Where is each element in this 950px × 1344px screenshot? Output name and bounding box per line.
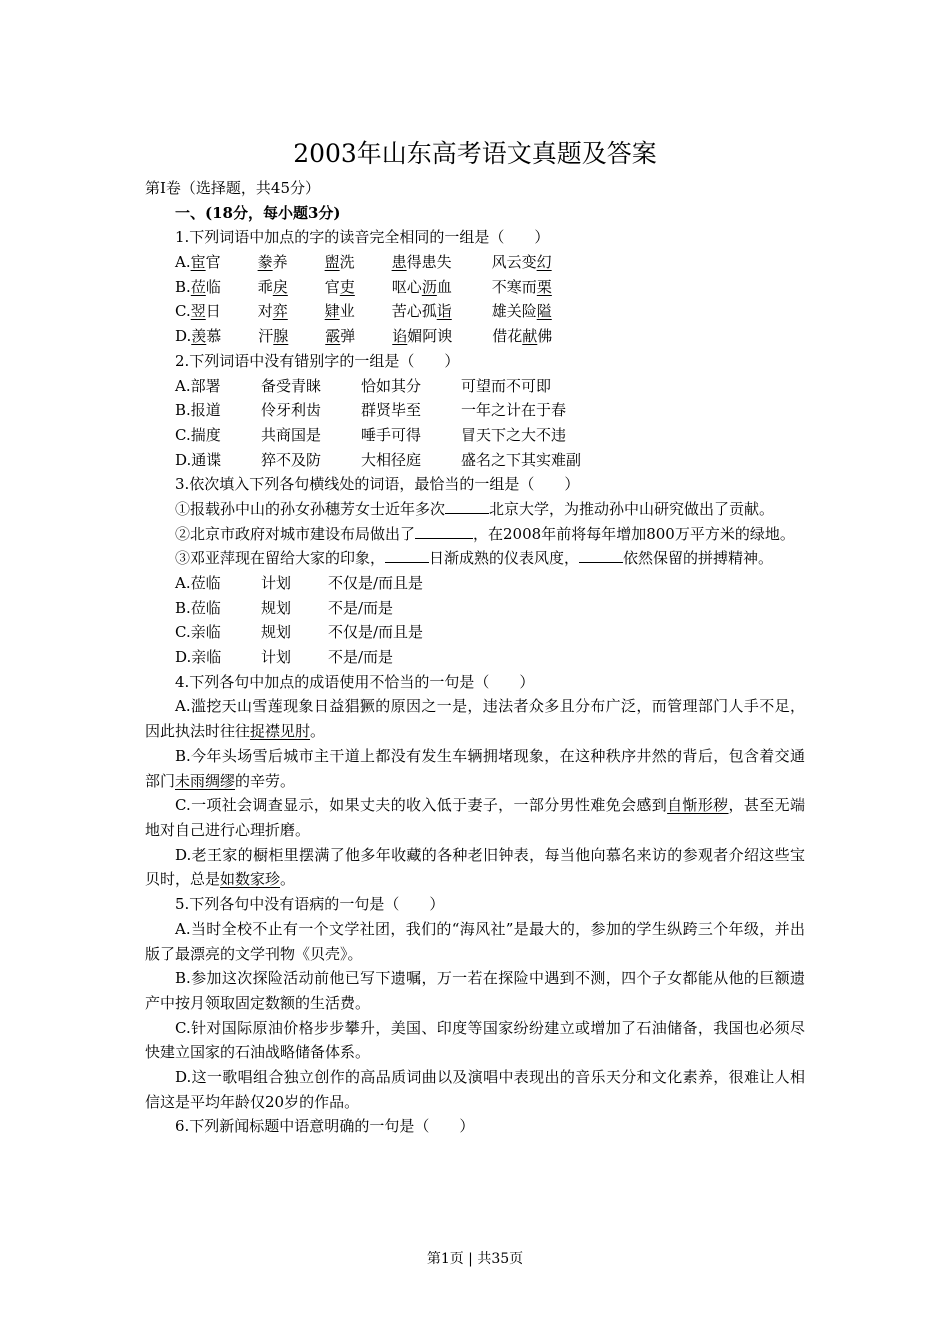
- q3-word: 不是/而是: [328, 648, 394, 667]
- q1-word: 不寒而栗: [491, 277, 552, 296]
- q1-word: 乖戾: [257, 277, 288, 296]
- q1-word: 官吏: [324, 277, 355, 296]
- q2-word: 可望而不可即: [461, 376, 552, 395]
- q2-word: 猝不及防: [261, 450, 322, 469]
- q1-option-row: [145, 250, 805, 275]
- q4-option-c: C.一项社会调查显示，如果丈夫的收入低于妻子，一部分男性难免会感到自惭形秽，甚至无端地对自己进行心理折磨。: [145, 796, 805, 839]
- q4-idiom-d: 如数家珍: [220, 870, 281, 889]
- q4-option-b: B.今年头场雪后城市主干道上都没有发生车辆拥堵现象，在这种秩序井然的背后，包含着交通部门未雨绸缪的辛劳。: [145, 746, 805, 790]
- q2-word: 群贤毕至: [361, 401, 422, 420]
- q3-stem: 3.依次填入下列各句横线处的词语，最恰当的一组是（ ）: [175, 475, 580, 494]
- q4-idiom-c: 自惭形秽: [667, 796, 729, 815]
- q3-word: A.莅临: [175, 574, 221, 593]
- q3-word: 计划: [261, 648, 292, 667]
- q5-option-c: C.针对国际原油价格步步攀升，美国、印度等国家纷纷建立或增加了石油储备，我国也必须尽快建立国家的石油战略储备体系。: [145, 1018, 805, 1062]
- q1-option-row: [145, 275, 805, 300]
- q3-word: 规划: [261, 598, 292, 617]
- q3-word: 不仅是/而且是: [328, 574, 424, 593]
- q2-word: 唾手可得: [361, 425, 422, 444]
- q1-word: 莅临: [190, 277, 221, 296]
- q1-option-row: [145, 324, 805, 349]
- page-title: 2003年山东高考语文真题及答案: [293, 139, 657, 168]
- q1-option-label: A.: [175, 253, 191, 272]
- q1-word: 羡慕: [191, 327, 222, 346]
- q2-option-row: [145, 423, 805, 448]
- exam-content: [145, 176, 805, 1139]
- q2-option-row: [145, 448, 805, 473]
- q3-word: 计划: [261, 574, 292, 593]
- q4-idiom-b: 未雨绸缪: [175, 771, 236, 790]
- page-footer: 第1页 | 共35页: [426, 1251, 524, 1267]
- q1-word: 翌日: [190, 302, 221, 321]
- q2-stem: 2.下列词语中没有错别字的一组是（ ）: [175, 351, 460, 370]
- q3-options: [145, 571, 805, 670]
- q4-option-d: D.老王家的橱柜里摆满了他多年收藏的各种老旧钟表，每当他向慕名来访的参观者介绍这些宝贝时，总是如数家珍。: [145, 845, 805, 889]
- q2-word: 恰如其分: [361, 376, 422, 395]
- q6-stem: 6.下列新闻标题中语意明确的一句是（ ）: [175, 1117, 475, 1136]
- q1-option-label: B.: [175, 277, 191, 296]
- q3-option-row: [145, 596, 805, 621]
- q2-option-row: [145, 374, 805, 399]
- q3-sentence-2: ②北京市政府对城市建设布局做出了 ，在2008年前将每年增加800万平方米的绿地。: [175, 524, 795, 543]
- q3-option-row: [145, 645, 805, 670]
- q2-word: A.部署: [175, 376, 221, 395]
- q2-word: D.通谍: [175, 450, 222, 469]
- q1-word: 呕心沥血: [391, 277, 452, 296]
- q1-word: 雄关险隘: [491, 302, 552, 321]
- q4-option-a: A.滥挖天山雪莲现象日益猖獗的原因之一是，违法者众多且分布广泛，而管理部门人手不足，因此执法时往往捉襟见肘。: [145, 697, 805, 741]
- q2-word: C.揣度: [175, 425, 221, 444]
- q1-word: 患得患失: [391, 253, 452, 272]
- q2-options: [145, 374, 805, 473]
- q3-option-row: [145, 620, 805, 645]
- q3-sentence-1: ①报载孙中山的孙女孙穗芳女士近年多次 北京大学，为推动孙中山研究做出了贡献。: [175, 499, 775, 518]
- q3-sentence-3: ③邓亚萍现在留给大家的印象， 日渐成熟的仪表风度， 依然保留的拼搏精神。: [175, 549, 774, 568]
- q1-word: 风云变幻: [491, 253, 552, 272]
- q3-word: D.亲临: [175, 648, 222, 667]
- part-heading: 第Ⅰ卷（选择题，共45分）: [145, 179, 321, 197]
- q2-word: 冒天下之大不违: [461, 425, 567, 444]
- q5-option-b: B.参加这次探险活动前他已写下遗嘱，万一若在探险中遇到不测，四个子女都能从他的巨额遗产中按月领取固定数额的生活费。: [145, 969, 805, 1012]
- q2-word: 盛名之下其实难副: [461, 450, 582, 469]
- q2-word: B.报道: [175, 401, 221, 420]
- q3-word: C.亲临: [175, 623, 221, 642]
- q2-word: 备受青睐: [261, 376, 322, 395]
- q2-word: 共商国是: [261, 425, 322, 444]
- q1-word: 宦官: [190, 253, 221, 272]
- q1-word: 汗腺: [258, 327, 289, 346]
- q3-word: 不仅是/而且是: [328, 623, 424, 642]
- q2-word: 一年之计在于春: [461, 401, 567, 420]
- q1-stem: 1.下列词语中加点的字的读音完全相同的一组是（ ）: [175, 228, 550, 247]
- q4-idiom-a: 捉襟见肘: [250, 722, 311, 741]
- q1-word: 谄媚阿谀: [392, 327, 453, 346]
- q5-stem: 5.下列各句中没有语病的一句是（ ）: [175, 895, 445, 914]
- q1-option-label: C.: [175, 302, 191, 321]
- q3-option-row: [145, 571, 805, 596]
- q2-option-row: [145, 398, 805, 423]
- q1-word: 苦心孤诣: [391, 302, 452, 321]
- q1-word: 借花献佛: [492, 327, 553, 346]
- q2-word: 伶牙利齿: [261, 401, 322, 420]
- q5-option-a: A.当时全校不止有一个文学社团，我们的“海风社”是最大的，参加的学生纵跨三个年级，并出版了最漂亮的文学刊物《贝壳》。: [145, 919, 805, 963]
- q3-word: 规划: [261, 623, 292, 642]
- q4-stem: 4.下列各句中加点的成语使用不恰当的一句是（ ）: [175, 672, 535, 691]
- q5-option-d: D.这一歌唱组合独立创作的高品质词曲以及演唱中表现出的音乐天分和文化素养，很难让人相信这是平均年龄仅20岁的作品。: [145, 1068, 805, 1111]
- q1-word: 盥洗: [324, 253, 355, 272]
- q3-word: 不是/而是: [328, 598, 394, 617]
- q1-options: [145, 250, 805, 349]
- q1-word: 豢养: [257, 253, 288, 272]
- section-heading: 一、(18分，每小题3分): [175, 203, 341, 222]
- q1-option-label: D.: [175, 327, 192, 346]
- q1-word: 对弈: [257, 302, 288, 321]
- q2-word: 大相径庭: [361, 450, 422, 469]
- q1-option-row: [145, 299, 805, 324]
- q1-word: 肄业: [324, 302, 355, 321]
- q3-word: B.莅临: [175, 598, 221, 617]
- q1-word: 霰弹: [325, 327, 356, 346]
